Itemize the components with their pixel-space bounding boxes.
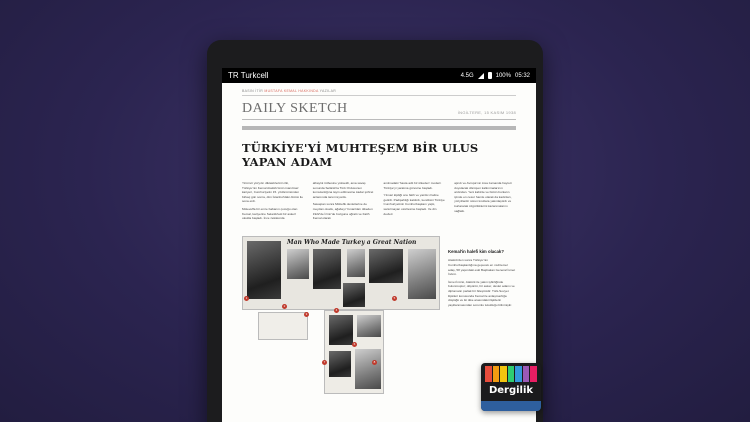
section-label: BASIN İTİR	[242, 89, 264, 93]
masthead	[242, 101, 516, 120]
section-line	[242, 89, 516, 96]
column-paragraph: Yirminci yüzyılın diktatörlerinin ilki, Türkiye'nin Kemal Atatürk'ünün inanılmaz kariyeri, Cumhuriyetin 15. yıldönümünden birkaç gün sonra, dün İstanbul'daki ölümü ile sona erdi.	[242, 181, 303, 204]
article-headline	[242, 142, 516, 169]
network-label: 4.5G	[460, 72, 474, 79]
clipping-photo	[355, 349, 381, 389]
photo-marker[interactable]: 3	[305, 311, 308, 316]
logo-stripes	[485, 366, 537, 382]
clipping-photo	[369, 249, 403, 283]
dateline: İNGİLTERE, 15 KASIM 1938	[457, 110, 516, 115]
article-columns	[242, 181, 516, 224]
masthead-title: DAILY SKETCH	[242, 101, 348, 116]
column-paragraph: albaylık rütbesine yükseldi, ama savaş sonunda Selânik'ta Türk Ordusunun komutanlığına tayin edilmesine kadar şöhret anlamında tanınmıyordu.	[312, 181, 374, 199]
figure-row	[242, 236, 516, 396]
article-column	[454, 181, 516, 224]
headline-line-2: YAPAN ADAM	[242, 154, 333, 169]
logo-base	[481, 401, 541, 411]
clipping-photo	[313, 249, 341, 289]
sidebar-title: Kemal'in halefi kim olacak?	[448, 248, 504, 254]
clipping-photo	[408, 249, 436, 299]
article-column	[242, 181, 304, 224]
photo-marker[interactable]: 7	[323, 359, 326, 364]
carrier-label: TR Turkcell	[228, 71, 269, 80]
sidebar-paragraph: İsmet İnönü, Atatürk ile yakın işbirliğinde bulunmuştur; döşüntü, bir asker, devlet adamı ve diplomatın parlak bir bileşimidir. Türk-Sovyet ilişkileri konusunda Kemal ile anlaşmazlığa düştüğü ve iki ülke arasındaki ilişkilerin yaşlılanmasından sorumlu tutulduğu bilinmiştir.	[448, 279, 515, 307]
article-column	[313, 181, 375, 224]
divider-bar	[242, 126, 516, 130]
column-paragraph: anılmadaki 'hasta adlı bir ülkeden' modern Türkiye'yi yaratma görevine başladı.	[383, 181, 442, 190]
article-column	[384, 181, 446, 224]
column-paragraph: Yılmaz kişiliği onu fatih ve yazdıcı haline getirdi. Padişahlığı kaldırdı, kendisini Türkiye Cumhuriyetinin Cumhurbaşkanı yaptı, sarsılmayan otoritesine başladı. Ve din devleti	[383, 193, 445, 216]
photo-marker[interactable]: 6	[353, 341, 356, 346]
portrait-photo	[247, 241, 281, 299]
clipping-photo	[287, 249, 309, 279]
section-end: YAZILAR	[319, 89, 337, 93]
photo-marker[interactable]: 2	[283, 303, 286, 308]
sidebar-paragraph: Atatürk'den sonra Türkiye'nin Cumhurbaşkanlığına geçecek en muhtemel adaş, 58 yaşındaki eski Başbakan General İsmet İnönü.	[448, 258, 516, 277]
signal-icon	[478, 73, 484, 79]
photo-marker[interactable]: 8	[373, 359, 376, 364]
column-paragraph: Müteveffa bir emre babanın çocuğu olan Kemal, kariyerine Selanik'teki bir askerî okulda başladı. İnce zekâsında	[242, 206, 298, 221]
column-paragraph: Savaştan sonra Müttefik devletlerine de meydan okudu, ağabeyi Yunanlıları ülkeden 1922'de İzmir'de bozguna uğrattı ve Fatih Kemal olarak	[312, 202, 373, 221]
clipping-headline: Man Who Made Turkey a Great Nation	[287, 238, 417, 246]
photo-marker[interactable]: 1	[245, 295, 248, 300]
photo-marker[interactable]: 4	[335, 307, 338, 312]
clipping-main	[242, 236, 440, 310]
status-bar	[222, 68, 536, 83]
clipping-lower	[324, 307, 384, 394]
battery-label: 100%	[495, 72, 511, 79]
newspaper-clipping	[242, 236, 442, 396]
logo-text: Dergilik	[488, 385, 534, 396]
section-accent: MUSTAFA KEMAL HAKKINDA	[264, 89, 319, 93]
clipping-photo	[357, 315, 381, 337]
dergilik-logo	[481, 363, 541, 411]
column-paragraph: ajındı ve Avrupa'nın kısa zamanda hayreti duyulacak dönüşen kalkınmalarının ardından. Yeni kabinle ve bütün bunların içinde en cesur hamle olarak da kadınları, yüzyıllardır süren kısıtlara yakınlaştırdı ve kurtararak özgürlüklerini kazanmalarını sağlattı.	[454, 181, 512, 213]
clipping-photo	[347, 249, 365, 277]
headline-line-1: TÜRKİYE'Yİ MUHTEŞEM BİR ULUS	[242, 141, 479, 155]
clipping-photo	[329, 351, 351, 377]
clipping-photo	[343, 283, 365, 307]
clipping-text-block	[258, 312, 308, 340]
battery-icon	[488, 72, 492, 79]
clipping-photo	[329, 315, 353, 345]
photo-marker[interactable]: 5	[393, 295, 396, 300]
magazine-page[interactable]	[222, 83, 536, 396]
time-label: 05:32	[514, 72, 530, 79]
